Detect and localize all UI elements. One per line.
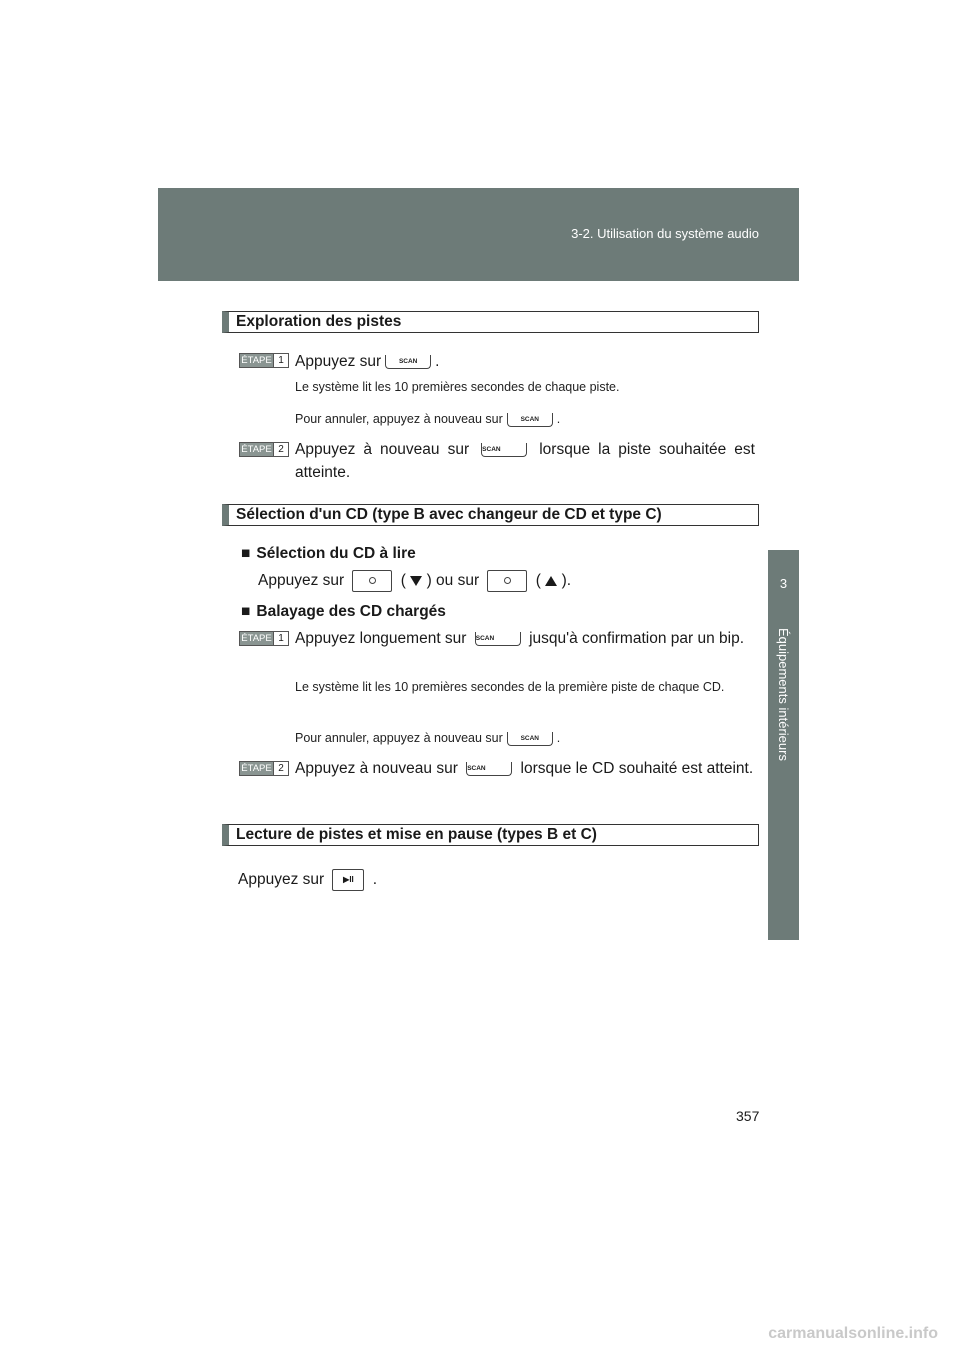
chapter-number: 3 — [779, 576, 788, 591]
text-b: ( — [400, 572, 406, 589]
disc-button-icon — [487, 570, 527, 592]
scan-button-icon: SCAN — [385, 355, 431, 369]
step-badge — [239, 631, 289, 646]
step-number: 1 — [273, 354, 288, 367]
note-text — [295, 410, 560, 428]
triangle-down-icon — [410, 576, 422, 586]
step-text-b: lorsque le CD souhaité est atteint. — [520, 760, 754, 777]
chapter-tab — [768, 550, 799, 940]
step-badge — [239, 761, 289, 776]
text-c: ) ou sur — [426, 572, 480, 589]
step-badge — [239, 442, 289, 457]
note-text: Le système lit les 10 premières secondes de la première piste de chaque CD. — [295, 680, 725, 694]
step-text — [295, 627, 755, 650]
step-word: ÉTAPE — [241, 444, 272, 455]
step-text — [295, 438, 755, 484]
square-bullet-icon: ■ — [241, 603, 251, 620]
text-e: ). — [561, 572, 572, 589]
chapter-label: Équipements intérieurs — [776, 628, 791, 761]
step-text-a: Appuyez à nouveau sur — [295, 760, 458, 777]
text-a: Appuyez sur — [258, 572, 345, 589]
note-text-a: Pour annuler, appuyez à nouveau sur — [295, 731, 503, 745]
scan-button-icon: SCAN — [481, 443, 527, 457]
step-number: 1 — [273, 632, 288, 645]
page-number: 357 — [736, 1108, 760, 1124]
scan-button-icon: SCAN — [475, 632, 521, 646]
step-text-b: jusqu'à confirmation par un bip. — [529, 630, 745, 647]
step-word: ÉTAPE — [241, 763, 272, 774]
watermark: carmanualsonline.info — [768, 1325, 938, 1342]
subheading — [241, 545, 416, 563]
note-text-end: . — [556, 731, 561, 745]
text-end: . — [372, 871, 378, 888]
subheading-text: Balayage des CD chargés — [256, 603, 446, 620]
scan-button-icon: SCAN — [507, 413, 553, 427]
step-text — [295, 757, 755, 780]
header-section-title: 3-2. Utilisation du système audio — [571, 226, 759, 241]
subheading — [241, 603, 446, 621]
square-bullet-icon: ■ — [241, 545, 251, 562]
section-title-exploration: Exploration des pistes — [222, 311, 759, 333]
play-pause-button-icon: ▶II — [332, 869, 364, 891]
scan-button-icon: SCAN — [507, 732, 553, 746]
header-band — [158, 188, 799, 281]
note-text — [295, 729, 560, 747]
step-word: ÉTAPE — [241, 633, 272, 644]
triangle-up-icon — [545, 576, 557, 586]
subheading-text: Sélection du CD à lire — [256, 545, 416, 562]
step-number: 2 — [273, 443, 288, 456]
note-text-a: Pour annuler, appuyez à nouveau sur — [295, 412, 503, 426]
text-d: ( — [535, 572, 541, 589]
step-text-a: Appuyez sur — [295, 353, 382, 370]
note-text: Le système lit les 10 premières secondes de chaque piste. — [295, 380, 620, 394]
note-text-end: . — [556, 412, 561, 426]
dot-icon — [369, 577, 376, 584]
step-text — [295, 350, 439, 373]
instruction-line — [258, 569, 571, 592]
step-text-a: Appuyez à nouveau sur — [295, 441, 470, 458]
disc-button-icon — [352, 570, 392, 592]
text-a: Appuyez sur — [238, 871, 325, 888]
section-title-lecture-pause: Lecture de pistes et mise en pause (types B et C) — [222, 824, 759, 846]
step-number: 2 — [273, 762, 288, 775]
dot-icon — [504, 577, 511, 584]
step-badge — [239, 353, 289, 368]
step-text-end: . — [435, 353, 440, 370]
step-text-b: lorsque la piste souhaitée est atteinte. — [295, 441, 755, 481]
step-text-a: Appuyez longuement sur — [295, 630, 467, 647]
step-word: ÉTAPE — [241, 355, 272, 366]
section-title-selection-cd: Sélection d'un CD (type B avec changeur de CD et type C) — [222, 504, 759, 526]
scan-button-icon: SCAN — [466, 762, 512, 776]
instruction-line — [238, 868, 377, 891]
